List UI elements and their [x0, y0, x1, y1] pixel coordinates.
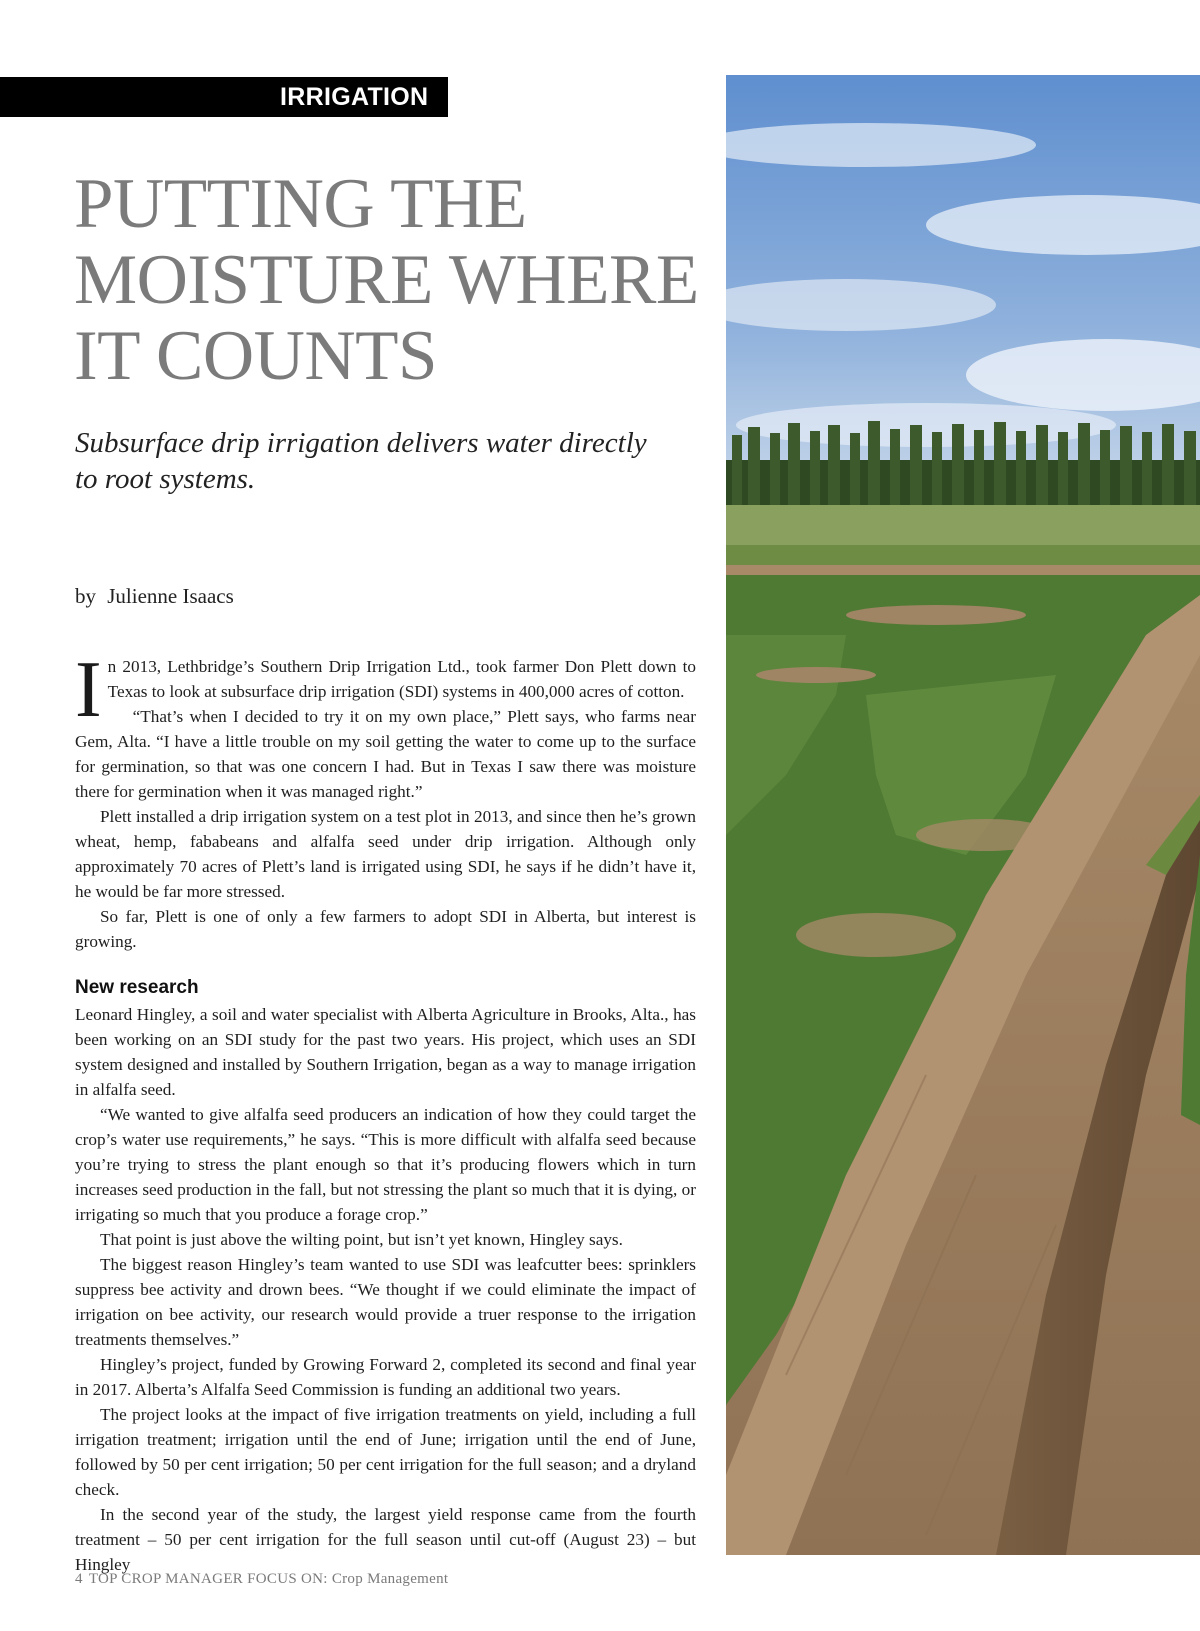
article-paragraph: Leonard Hingley, a soil and water specialist with Alberta Agriculture in Brooks, Alta., has been working on an SDI study for the past two years. His project, which uses an SDI system designed and installed by Southern Irrigation, began as a way to manage irrigation in alfalfa seed.: [75, 1005, 696, 1099]
drop-cap: I: [75, 646, 102, 734]
article-paragraph: The project looks at the impact of five irrigation treatments on yield, including a full irrigation treatment; irrigation until the end of June; irrigation until the end of June, followed by 50 per cent irrigation; 50 per cent irrigation for the full season; and a dryland check.: [75, 1405, 696, 1499]
byline: [75, 584, 234, 609]
page-footer: [75, 1571, 448, 1588]
byline-prefix: by: [75, 584, 96, 608]
article-paragraph: “We wanted to give alfalfa seed producers an indication of how they could target the crop’s water use requirements,” he says. “This is more difficult with alfalfa seed because you’re trying to stress the plant enough so that it’s producing flowers which in turn increases seed production in the fall, but not stressing the plant so much that it is dying, or irrigating so much that you produce a forage crop.”: [75, 1105, 696, 1224]
subhead-new-research: New research: [75, 977, 199, 998]
section-label: IRRIGATION: [280, 83, 429, 111]
article-paragraph: That point is just above the wilting point, but isn’t yet known, Hingley says.: [100, 1230, 623, 1249]
page-number: 4: [75, 1571, 83, 1587]
byline-author: Julienne Isaacs: [107, 584, 234, 608]
footer-text: TOP CROP MANAGER FOCUS ON: Crop Management: [88, 1571, 449, 1587]
article-paragraph: [75, 646, 696, 734]
article-paragraph: “That’s when I decided to try it on my own place,” Plett says, who farms near Gem, Alta. “I have a little trouble on my soil getting the water to come up to the surface for germination, so that was one concern I had. But in Texas I saw there was moisture there for germination when it was managed right.”: [75, 707, 696, 801]
article-paragraph: In the second year of the study, the largest yield response came from the fourth treatment – 50 per cent irrigation for the full season until cut-off (August 23) – but Hingley: [75, 1505, 696, 1574]
deck: Subsurface drip irrigation delivers water directly to root systems.: [75, 427, 647, 495]
article-paragraph: The biggest reason Hingley’s team wanted to use SDI was leafcutter bees: sprinklers suppress bee activity and drown bees. “We thought if we could eliminate the impact of irrigation on bee activity, our research would provide a truer response to the irrigation treatments themselves.”: [75, 1255, 696, 1349]
article-paragraph: Hingley’s project, funded by Growing Forward 2, completed its second and final year in 2017. Alberta’s Alfalfa Seed Commission is funding an additional two years.: [75, 1355, 696, 1399]
article-body: [75, 646, 696, 1577]
article-paragraph: So far, Plett is one of only a few farmers to adopt SDI in Alberta, but interest is growing.: [75, 907, 696, 951]
headline: PUTTING THE MOISTURE WHERE IT COUNTS: [74, 165, 699, 395]
article-paragraph-text: n 2013, Lethbridge’s Southern Drip Irrigation Ltd., took farmer Don Plett down to Texas to look at subsurface drip irrigation (SDI) systems in 400,000 acres of cotton.: [107, 657, 696, 701]
field-photo: [726, 75, 1200, 1555]
article-paragraph: Plett installed a drip irrigation system on a test plot in 2013, and since then he’s grown wheat, hemp, fababeans and alfalfa seed under drip irrigation. Although only approximately 70 acres of Plett’s land is irrigated using SDI, he says if he didn’t have it, he would be far more stressed.: [75, 807, 696, 901]
